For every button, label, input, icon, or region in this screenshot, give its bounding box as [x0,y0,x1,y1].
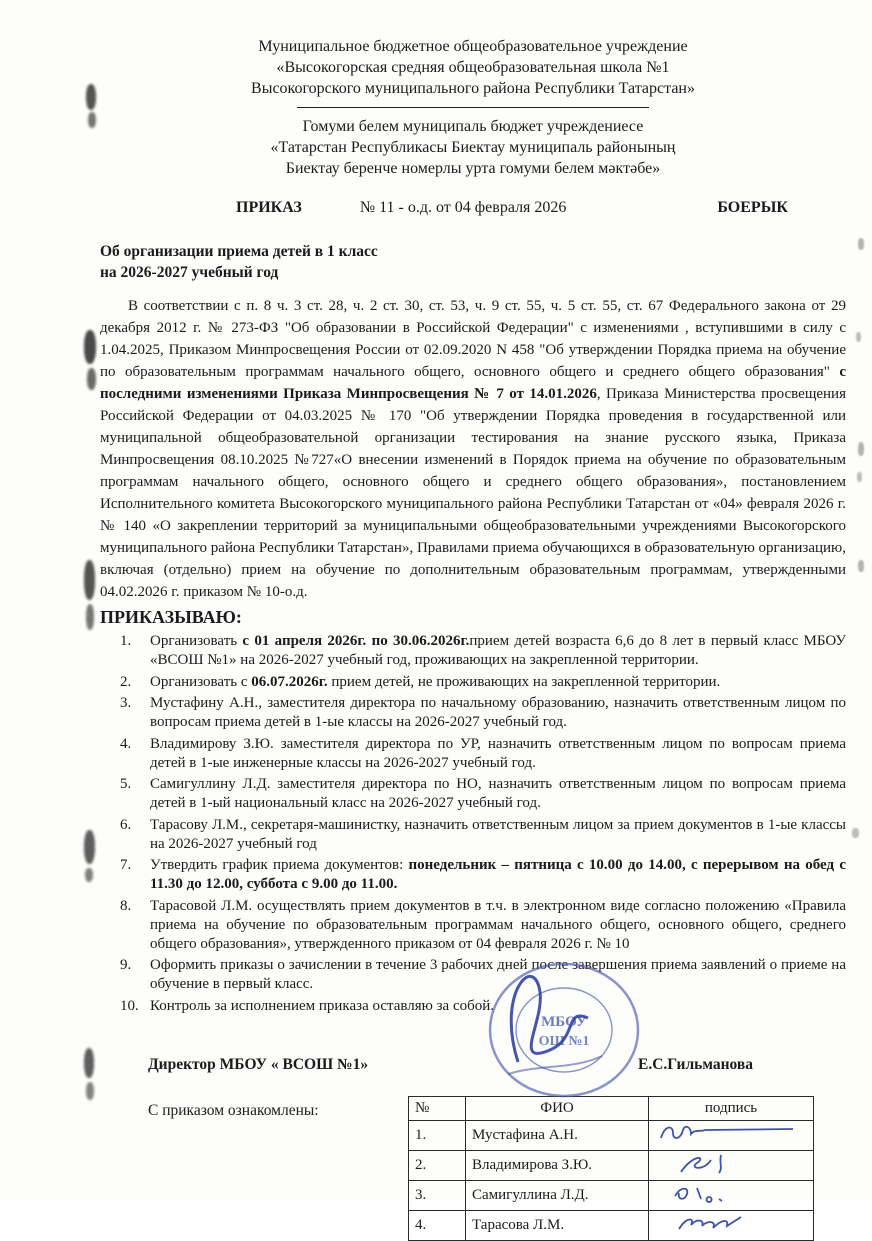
order-item-text: Оформить приказы о зачислении в течение 3 рабочих дней после завершения приема заявлений о приеме на обучение в первый класс. [150,957,846,992]
letterhead-line: Биектау беренче номерлы урта гомуми белем мәктәбе» [285,160,661,177]
person-name: Самигуллина Л.Д. [466,1180,649,1210]
order-item-number: 3. [120,695,132,711]
col-header-signature: подпись [649,1096,814,1120]
document-content [100,36,846,1241]
order-title-line [100,199,846,221]
signature-scrawl [655,1152,801,1174]
order-item-text: Утвердить график приема документов: понедельник – пятница с 10.00 до 14.00, с перерывом на обед с 11.30 до 12.00, суббота с 9.00 до 11.00. [150,857,846,892]
subject-line-2: на 2026-2027 учебный год [100,264,279,281]
table-header-row [409,1096,814,1120]
scan-artifact [86,1082,94,1100]
scan-artifact [86,84,96,110]
subject-line-1: Об организации приема детей в 1 класс [100,243,378,260]
stamp-text-line-2: ОШ №1 [538,1033,590,1049]
scan-artifact [858,442,864,456]
order-item-7 [100,856,846,894]
order-item-text: Самигуллину Л.Д. заместителя директора по НО, назначить ответственным лицом по вопросам приема детей в 1-ый национальный класс на 2026-2027 учебный год. [150,776,846,811]
stamp-text-line-1: МБОУ [541,1013,587,1030]
orders-list [100,632,846,1016]
signature-cell [649,1150,814,1180]
order-subject [100,241,846,283]
divider-line [297,103,649,108]
order-item-number: 5. [120,776,132,792]
order-item-text: Организовать с 01 апреля 2026г. по 30.06.2026г.прием детей возраста 6,6 до 8 лет в первый класс МБОУ «ВСОШ №1» на 2026-2027 учебный год, проживающих на закрепленной территории. [150,633,846,668]
order-item-4 [100,735,846,773]
preamble-text: , Приказа Министерства просвещения Российской Федерации от 04.03.2025 № 170 "Об утверждении Порядка проведения в государственной или муниципальной общеобразовательной организации тестирования на знание русского языка, Приказа Минпросвещения 08.10.2025 №727«О внесении изменений в Порядок приема на обучение по образовательным программам начального общего, основного общего и среднего общего образования», постановлением Исполнительного комитета Высокогорского муниципального района Республики Татарстан от «04» февраля 2026 г. № 140 «О закреплении территорий за муниципальными общеобразовательными учреждениями Высокогорского муниципального района Республики Татарстан», Правилами приема обучающихся в образовательную организацию, включая (отдельно) прием на обучение по дополнительным образовательным программам, утвержденными 04.02.2026 г. приказом № 10-о.д. [100,386,846,600]
col-header-name: ФИО [466,1096,649,1120]
signature-cell [649,1210,814,1240]
director-name: Е.С.Гильманова [638,1055,753,1073]
scan-artifact [84,330,96,364]
person-name: Мустафина А.Н. [466,1120,649,1150]
scan-artifact [856,332,861,342]
letterhead-line: «Татарстан Республикасы Биектау муниципаль районының [270,139,676,156]
signature-scrawl [655,1212,801,1234]
letterhead-russian [100,36,846,99]
scan-artifact [858,238,864,250]
letterhead-line: Муниципальное бюджетное общеобразовательное учреждение [258,38,688,55]
order-item-text: Организовать с 06.07.2026г. прием детей, не проживающих на закрепленной территории. [150,673,721,690]
acknowledgment-table [408,1096,814,1241]
acknowledgment-label: С приказом ознакомлены: [148,1101,319,1119]
signature-cell [649,1120,814,1150]
order-item-8 [100,897,846,954]
order-item-number: 6. [120,816,132,833]
scan-artifact [84,830,95,864]
order-item-number: 8. [120,897,132,914]
scan-artifact [86,604,94,630]
scan-artifact [84,560,95,600]
signature-scrawl [655,1182,801,1204]
scan-artifact [852,828,859,838]
acknowledgment-row [100,1096,846,1241]
order-item-1 [100,632,846,670]
order-item-number: 4. [120,735,132,752]
order-item-10 [100,997,846,1016]
director-title: Директор МБОУ « ВСОШ №1» [148,1055,369,1073]
order-item-text: Тарасовой Л.М. осуществлять прием документов в т.ч. в электронном виде согласно положению «Правила приема на обучение по образовательным программам начального общего, основного общего, среднего общего образования», утвержденного приказом от 04 февраля 2026 г. № 10 [150,897,846,952]
scan-artifact [858,560,864,572]
row-number: 1. [409,1120,466,1150]
scan-artifact [87,368,96,390]
order-item-3 [100,694,846,732]
person-name: Тарасова Л.М. [466,1210,649,1240]
table-row [409,1210,814,1240]
preamble-bold: с последними изменениями Приказа Минпросвещения № 7 от 14.01.2026 [100,364,846,402]
scan-artifact [88,112,96,128]
order-item-5 [100,775,846,813]
signature-row [100,1013,846,1084]
table-row [409,1180,814,1210]
order-item-number: 1. [120,633,132,649]
preamble-paragraph [100,295,846,603]
letterhead-line: Гомуми белем муниципаль бюджет учреждениесе [302,118,644,135]
order-item-number: 7. [120,857,132,873]
letterhead-tatar [100,116,846,179]
row-number: 2. [409,1150,466,1180]
signature-cell [649,1180,814,1210]
letterhead-line: «Высокогорская средняя общеобразовательная школа №1 [276,59,670,76]
order-item-number: 9. [120,957,132,973]
resolution-heading: ПРИКАЗЫВАЮ: [100,607,242,627]
order-item-text: Контроль за исполнением приказа оставляю за собой. [150,997,495,1014]
signature-scrawl [655,1122,801,1144]
order-label-tatar: БОЕРЫК [717,199,788,216]
order-item-2 [100,673,846,692]
order-item-number: 10. [120,997,139,1014]
order-number-date: № 11 - о.д. от 04 февраля 2026 [359,199,567,216]
order-item-number: 2. [120,673,132,690]
order-item-9 [100,956,846,994]
table-row [409,1150,814,1180]
row-number: 4. [409,1210,466,1240]
scan-artifact [84,1048,94,1078]
person-name: Владимирова З.Ю. [466,1150,649,1180]
table-row [409,1120,814,1150]
scan-artifact [85,868,93,882]
order-item-6 [100,816,846,854]
scan-artifact [857,472,862,482]
order-item-text: Мустафину А.Н., заместителя директора по начальному образованию, назначить ответственным лицом по вопросам приема детей в 1-ые классы на 2026-2027 учебный год. [150,695,846,730]
order-label-ru: ПРИКАЗ [236,199,302,216]
order-item-text: Тарасову Л.М., секретаря-машинистку, назначить ответственным лицом за прием документов в 1-ые классы на 2026-2027 учебный год [150,816,846,852]
preamble-text: В соответствии с п. 8 ч. 3 ст. 28, ч. 2 ст. 30, ст. 53, ч. 9 ст. 55, ч. 5 ст. 55, ст. 67 Федерального закона от 29 декабря 2012 г. № 273-ФЗ "Об образовании в Российской Федерации" с изменениями , вступившими в силу с 1.04.2025, Приказом Минпросвещения России от 02.09.2020 N 458 "Об утверждении Порядка приема на обучение по образовательным программам начального общего, основного общего и среднего общего образования" [100,298,846,380]
col-header-number: № [409,1096,466,1120]
row-number: 3. [409,1180,466,1210]
order-item-text: Владимирову З.Ю. заместителя директора по УР, назначить ответственным лицом по вопросам приема детей в 1-ые инженерные классы на 2026-2027 учебный год. [150,735,846,771]
letterhead-line: Высокогорского муниципального района Республики Татарстан» [251,80,695,97]
